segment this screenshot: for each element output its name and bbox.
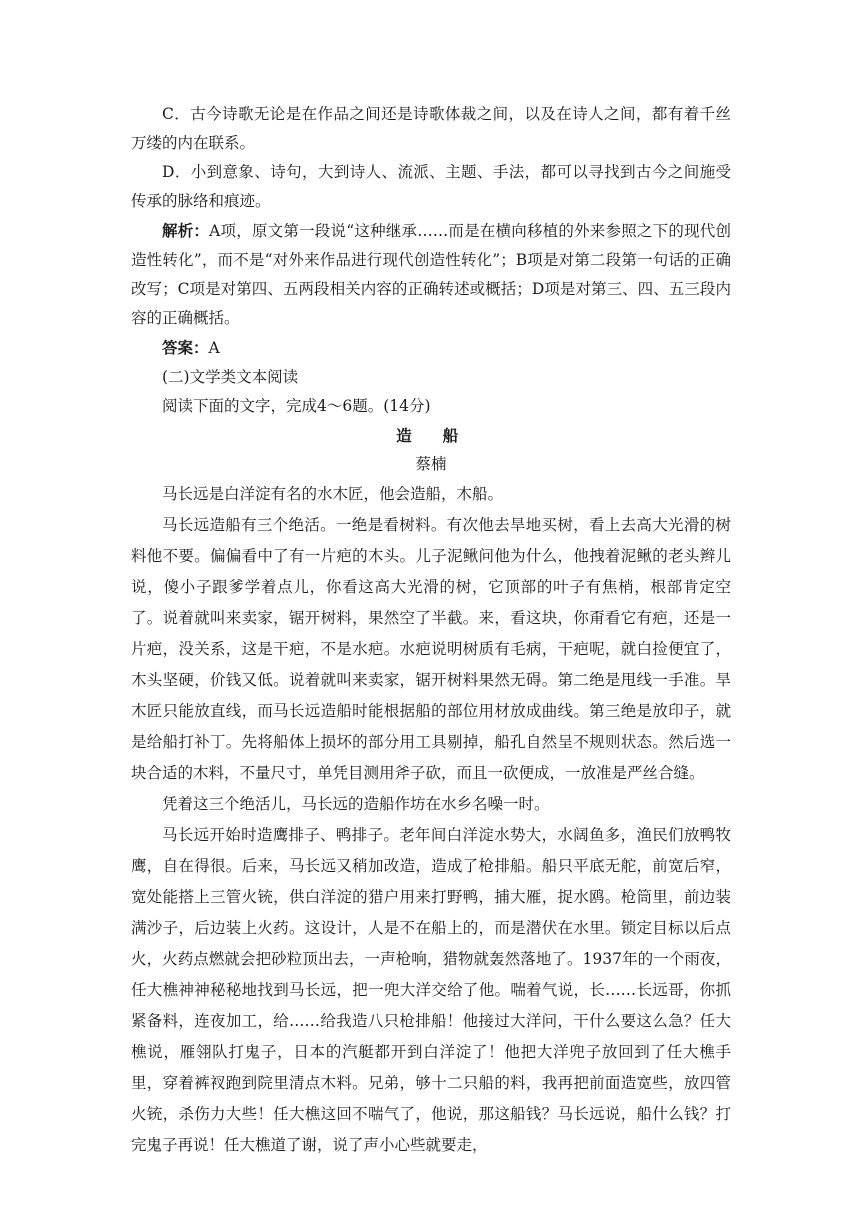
story-title: 造 船 — [396, 426, 466, 445]
section-instruction: 阅读下面的文字，完成4～6题。(14分) — [162, 397, 431, 415]
story-paragraph: 马长远造船有三个绝活。一绝是看树料。有次他去旱地买树，看上去高大光滑的树料他不要。偏偏看中了有一片疤的木头。儿子泥鳅问他为什么，他拽着泥鳅的老头辫儿说，傻小子跟爹学着点儿，你看这高大光滑的树，它顶部的叶子有焦梢，根部肯定空了。说着就叫来卖家，锯开树料，果然空了半截。来，看这块，你甭看它有疤，还是一片疤，没关系，这是干疤，不是水疤。水疤说明树质有毛病，干疤呢，就白捡便宜了，木头坚硬，价钱又低。说着就叫来卖家，锯开树料果然无碍。第二绝是甩线一手准。旱木匠只能放直线，而马长远造船时能根据船的部位用材放成曲线。第三绝是放印子，就是给船打补丁。先将船体上损坏的部分用工具剔掉，船孔自然呈不规则状态。然后选一块合适的木料，不量尺寸，单凭目测用斧子砍，而且一砍便成，一放准是严丝合缝。 — [131, 516, 731, 782]
story-paragraph: 马长远是白洋淀有名的水木匠，他会造船，木船。 — [162, 485, 504, 503]
story-paragraph: 凭着这三个绝活儿，马长远的造船作坊在水乡名噪一时。 — [162, 795, 550, 813]
page-content — [131, 100, 731, 1161]
option-d: D．小到意象、诗句，大到诗人、流派、主题、手法，都可以寻找到古今之间施受传承的脉络和痕迹。 — [131, 163, 731, 210]
answer-value: A — [208, 339, 220, 357]
answer — [131, 333, 731, 363]
story-body — [131, 479, 731, 1161]
option-c: C．古今诗歌无论是在作品之间还是诗歌体裁之间，以及在诗人之间，都有着千丝万缕的内在联系。 — [131, 105, 731, 152]
section-heading: (二)文学类文本阅读 — [162, 368, 299, 386]
analysis — [131, 216, 731, 333]
analysis-label: 解析： — [162, 221, 210, 240]
analysis-text: A项，原文第一段说“这种继承……而是在横向移植的外来参照之下的现代创造性转化”，而不是“对外来作品进行现代创造性转化”；B项是对第二段第一句话的正确改写；C项是对第四、五两段相关内容的正确转述或概括；D项是对第三、四、五三段内容的正确概括。 — [131, 222, 731, 327]
story-author: 蔡楠 — [415, 455, 447, 473]
answer-label: 答案： — [162, 338, 209, 357]
story-paragraph: 马长远开始时造鹰排子、鸭排子。老年间白洋淀水势大，水阔鱼多，渔民们放鸭牧鹰，自在得很。后来，马长远又稍加改造，造成了枪排船。船只平底无舵，前宽后窄，宽处能搭上三管火铳，供白洋淀的猎户用来打野鸭，捕大雁，捉水鸥。枪筒里，前边装满沙子，后边装上火药。这设计，人是不在船上的，而是潜伏在水里。锁定目标以后点火，火药点燃就会把砂粒顶出去，一声枪响，猎物就轰然落地了。1937年的一个雨夜，任大樵神神秘秘地找到马长远，把一兜大洋交给了他。喘着气说，长……长远哥，你抓紧备料，连夜加工，给……给我造八只枪排船！他接过大洋问，干什么要这么急？任大樵说，雁翎队打鬼子，日本的汽艇都开到白洋淀了！他把大洋兜子放回到了任大樵手里，穿着裤衩跑到院里清点木料。兄弟，够十二只船的料，我再把前面造宽些，放四管火铳，杀伤力大些！任大樵这回不喘气了，他说，那这船钱？马长远说，船什么钱？打完鬼子再说！任大樵道了谢，说了声小心些就要走， — [131, 826, 731, 1154]
